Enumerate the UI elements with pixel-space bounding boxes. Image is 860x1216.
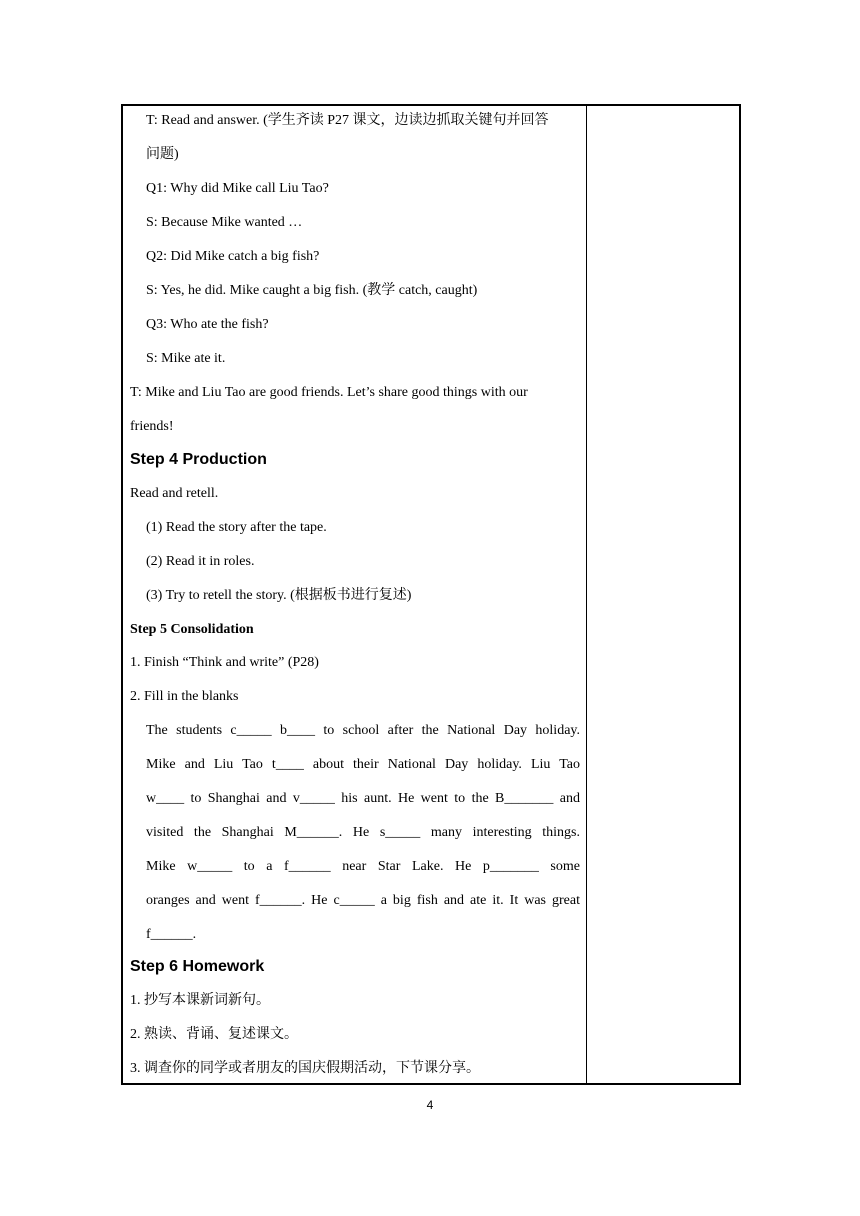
answer-line: S: Yes, he did. Mike caught a big fish. (教学 catch, caught) xyxy=(146,283,478,298)
table-column-divider xyxy=(586,104,587,1085)
list-item: (1) Read the story after the tape. xyxy=(146,520,327,535)
list-item: (2) Read it in roles. xyxy=(146,554,255,569)
text-line: T: Read and answer. (学生齐读 P27 课文，边读边抓取关键句并回答 xyxy=(146,113,549,128)
text-line: T: Mike and Liu Tao are good friends. Let’s share good things with our xyxy=(130,385,528,400)
question-line: Q2: Did Mike catch a big fish? xyxy=(146,249,320,264)
question-line: Q3: Who ate the fish? xyxy=(146,317,269,332)
fill-blank-line: The students c_____ b____ to school after the National Day holiday. xyxy=(146,723,580,738)
fill-blank-line: Mike and Liu Tao t____ about their National Day holiday. Liu Tao xyxy=(146,757,580,772)
text-line: friends! xyxy=(130,419,174,434)
question-line: Q1: Why did Mike call Liu Tao? xyxy=(146,181,329,196)
text-line: 问题) xyxy=(146,147,179,162)
homework-item: 1. 抄写本课新词新句。 xyxy=(130,993,270,1008)
step6-heading: Step 6 Homework xyxy=(130,958,265,975)
list-item: 2. Fill in the blanks xyxy=(130,689,239,704)
fill-blank-line: f______. xyxy=(146,927,197,942)
fill-blank-line: visited the Shanghai M______. He s_____ many interesting things. xyxy=(146,825,580,840)
list-item: (3) Try to retell the story. (根据板书进行复述) xyxy=(146,588,412,603)
text-line: Read and retell. xyxy=(130,486,219,501)
step5-heading: Step 5 Consolidation xyxy=(130,622,254,637)
answer-line: S: Because Mike wanted … xyxy=(146,215,303,230)
answer-line: S: Mike ate it. xyxy=(146,351,226,366)
homework-item: 3. 调查你的同学或者朋友的国庆假期活动，下节课分享。 xyxy=(130,1061,480,1076)
fill-blank-line: oranges and went f______. He c_____ a big fish and ate it. It was great xyxy=(146,893,580,908)
list-item: 1. Finish “Think and write” (P28) xyxy=(130,655,319,670)
page-number: 4 xyxy=(426,1098,434,1112)
step4-heading: Step 4 Production xyxy=(130,451,267,468)
fill-blank-line: Mike w_____ to a f______ near Star Lake. He p_______ some xyxy=(146,859,580,874)
fill-blank-line: w____ to Shanghai and v_____ his aunt. He went to the B_______ and xyxy=(146,791,580,806)
homework-item: 2. 熟读、背诵、复述课文。 xyxy=(130,1027,298,1042)
